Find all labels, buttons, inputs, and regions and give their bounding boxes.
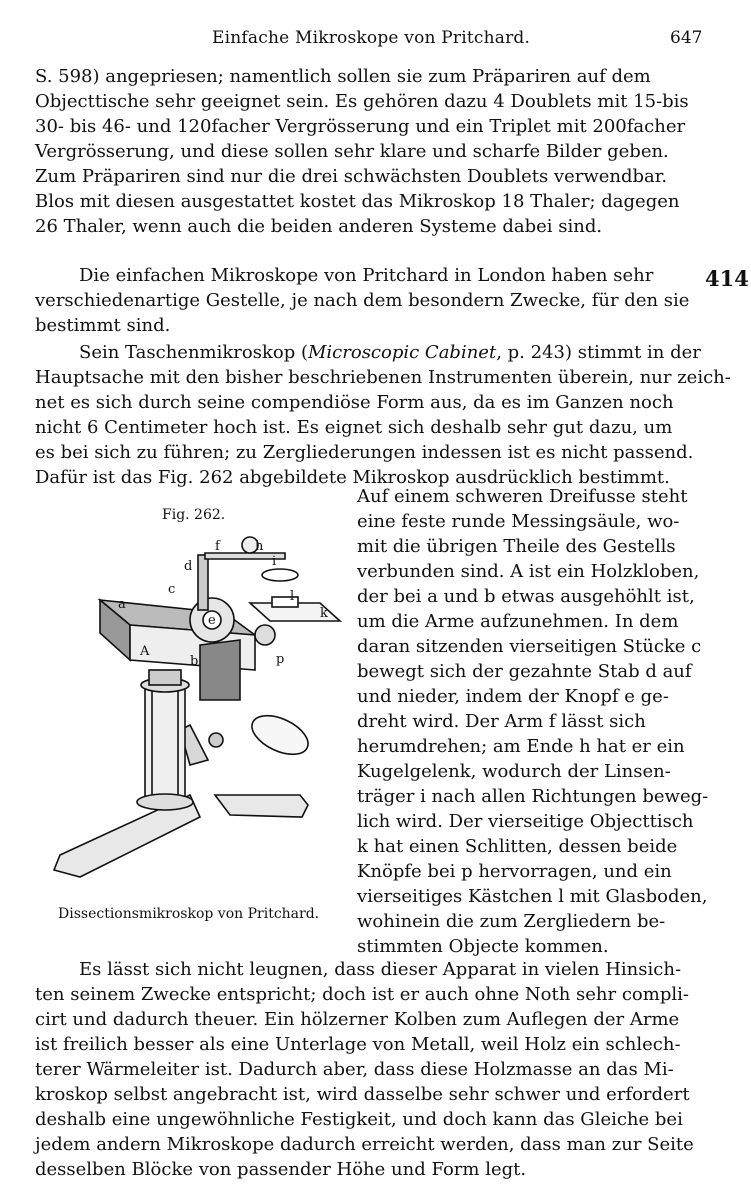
text-line: daran sitzenden vierseitigen Stücke c xyxy=(357,636,702,657)
text-line: Objecttische sehr geeignet sein. Es gehören dazu 4 Doublets mit 15-bis xyxy=(35,91,689,112)
text-line: Hauptsache mit den bisher beschriebenen Instrumenten überein, nur zeich- xyxy=(35,367,731,388)
figure-letter: c xyxy=(168,582,176,597)
figure-letter: l xyxy=(290,589,295,604)
text-line: dreht wird. Der Arm f lässt sich xyxy=(357,711,646,732)
figure-letter: A xyxy=(140,644,150,659)
lens-carrier xyxy=(262,569,298,581)
book-title-italic: Microscopic Cabinet xyxy=(307,342,497,363)
column-base xyxy=(137,794,193,810)
paragraph-continuation xyxy=(35,64,699,239)
text-line: es bei sich zu führen; zu Zergliederungen indessen ist es nicht passend. xyxy=(35,442,694,463)
text-line: Blos mit diesen ausgestattet kostet das Mikroskop 18 Thaler; dagegen xyxy=(35,191,680,212)
text-line: kroskop selbst angebracht ist, wird dasselbe sehr schwer und erfordert xyxy=(35,1084,690,1105)
microscope-figure xyxy=(40,525,352,900)
text-segment: , p. 243) stimmt in der xyxy=(496,342,701,363)
text-line: vierseitiges Kästchen l mit Glasboden, xyxy=(357,886,708,907)
text-line: terer Wärmeleiter ist. Dadurch aber, dass diese Holzmasse an das Mi- xyxy=(35,1059,674,1080)
page-header xyxy=(0,28,751,52)
paragraph-pritchard-intro xyxy=(35,263,699,338)
rack-bar xyxy=(198,555,208,610)
text-line: Knöpfe bei p hervorragen, und ein xyxy=(357,861,672,882)
text-line: eine feste runde Messingsäule, wo- xyxy=(357,511,680,532)
tripod-foot-right xyxy=(215,795,308,817)
text-line: 26 Thaler, wenn auch die beiden anderen Systeme dabei sind. xyxy=(35,216,603,237)
text-line: Auf einem schweren Dreifusse steht xyxy=(357,486,688,507)
text-line: um die Arme aufzunehmen. In dem xyxy=(357,611,679,632)
text-line: jedem andern Mikroskope dadurch erreicht werden, dass man zur Seite xyxy=(35,1134,694,1155)
figure-letter: k xyxy=(320,606,328,621)
text-line: bewegt sich der gezahnte Stab d auf xyxy=(357,661,692,682)
text-line: Kugelgelenk, wodurch der Linsen- xyxy=(357,761,671,782)
text-line: Es lässt sich nicht leugnen, dass dieser Apparat in vielen Hinsich- xyxy=(79,959,682,980)
text-line: ten seinem Zwecke entspricht; doch ist er auch ohne Noth sehr compli- xyxy=(35,984,689,1005)
text-line: Zum Präpariren sind nur die drei schwächsten Doublets verwendbar. xyxy=(35,166,668,187)
figure-letter: h xyxy=(255,539,264,554)
text-line: der bei a und b etwas ausgehöhlt ist, xyxy=(357,586,695,607)
figure-letter: d xyxy=(184,559,193,574)
paragraph-taschenmikroskop xyxy=(35,340,731,490)
figure-caption: Dissectionsmikroskop von Pritchard. xyxy=(58,906,320,922)
running-title: Einfache Mikroskope von Pritchard. xyxy=(212,28,531,48)
text-line: deshalb eine ungewöhnliche Festigkeit, und doch kann das Gleiche bei xyxy=(35,1109,683,1130)
text-line: bestimmt sind. xyxy=(35,315,171,336)
text-line: ist freilich besser als eine Unterlage von Metall, weil Holz ein schlech- xyxy=(35,1034,681,1055)
text-line: Die einfachen Mikroskope von Pritchard in London haben sehr xyxy=(79,265,654,286)
page-number: 647 xyxy=(670,28,703,48)
text-line: herumdrehen; am Ende h hat er ein xyxy=(357,736,685,757)
text-line: lich wird. Der vierseitige Objecttisch xyxy=(357,811,694,832)
text-line: mit die übrigen Theile des Gestells xyxy=(357,536,676,557)
figure-letter: i xyxy=(272,554,277,569)
paragraph-critique xyxy=(35,957,699,1182)
brass-column xyxy=(145,685,185,800)
text-line: Dafür ist das Fig. 262 abgebildete Mikroskop ausdrücklich bestimmt. xyxy=(35,467,670,488)
figure-letter: b xyxy=(190,654,199,669)
text-line: k hat einen Schlitten, dessen beide xyxy=(357,836,678,857)
text-line: desselben Blöcke von passender Höhe und Form legt. xyxy=(35,1159,527,1180)
text-line: stimmten Objecte kommen. xyxy=(357,936,609,957)
text-line: und nieder, indem der Knopf e ge- xyxy=(357,686,669,707)
text-line: Vergrösserung, und diese sollen sehr klare und scharfe Bilder geben. xyxy=(35,141,669,162)
text-line: träger i nach allen Richtungen beweg- xyxy=(357,786,709,807)
text-segment: Sein Taschenmikroskop ( xyxy=(79,342,308,363)
text-line: verschiedenartige Gestelle, je nach dem besondern Zwecke, für den sie xyxy=(35,290,690,311)
text-line: wohinein die zum Zergliedern be- xyxy=(357,911,666,932)
figure-letter: e xyxy=(208,613,216,628)
paragraph-figure-description xyxy=(357,484,709,959)
text-line: nicht 6 Centimeter hoch ist. Es eignet sich deshalb sehr gut dazu, um xyxy=(35,417,673,438)
text-line: S. 598) angepriesen; namentlich sollen sie zum Präpariren auf dem xyxy=(35,66,651,87)
figure-letter: f xyxy=(215,539,220,554)
figure-letter: a xyxy=(118,597,126,612)
text-line: cirt und dadurch theuer. Ein hölzerner Kolben zum Auflegen der Arme xyxy=(35,1009,680,1030)
text-line: 30- bis 46- und 120facher Vergrösserung und ein Triplet mit 200facher xyxy=(35,116,686,137)
mirror xyxy=(246,708,314,762)
figure-label: Fig. 262. xyxy=(162,507,226,523)
margin-section-number: 414 xyxy=(705,266,749,291)
figure-letter: p xyxy=(276,652,285,667)
text-line-with-italic xyxy=(35,340,699,365)
text-line: net es sich durch seine compendiöse Form aus, da es im Ganzen noch xyxy=(35,392,674,413)
text-line: verbunden sind. A ist ein Holzkloben, xyxy=(357,561,700,582)
